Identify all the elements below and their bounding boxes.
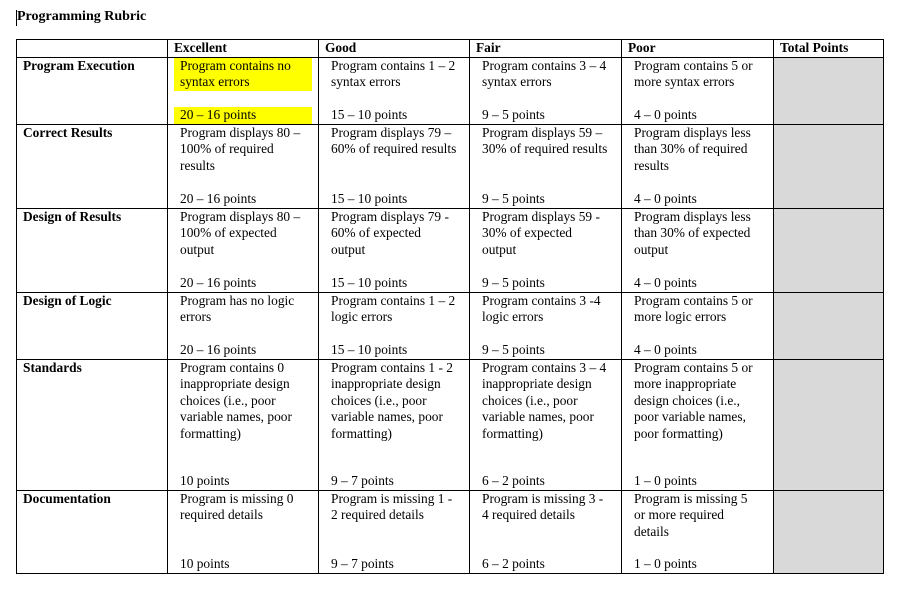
rubric-cell: [622, 490, 774, 573]
cell-points: 6 – 2 points: [482, 556, 545, 571]
cell-description: Program contains 3 – 4 inappropriate design choices (i.e., poor variable names, poor formatting): [482, 359, 607, 441]
cell-points: 9 – 7 points: [331, 556, 394, 571]
cell-description: Program displays 79 - 60% of expected output: [331, 208, 449, 257]
rubric-cell: [470, 490, 622, 573]
cell-description: Program displays 79 – 60% of required results: [331, 124, 457, 156]
header-poor: Poor: [622, 40, 774, 58]
cell-description: Program displays 80 – 100% of required results: [180, 124, 301, 173]
cell-points: 15 – 10 points: [331, 191, 408, 206]
criterion-label: Documentation: [17, 490, 168, 573]
cell-description: Program contains 1 – 2 syntax errors: [331, 57, 456, 89]
cell-description: Program has no logic errors: [180, 292, 295, 324]
criterion-label: Standards: [17, 359, 168, 490]
total-points-cell[interactable]: [774, 359, 884, 490]
cell-description: Program displays less than 30% of required results: [634, 124, 751, 173]
rubric-cell: [319, 359, 470, 490]
cell-description: Program displays 59 - 30% of expected output: [482, 208, 600, 257]
table-row: [17, 292, 884, 359]
rubric-cell: [168, 57, 319, 124]
header-total-points: Total Points: [774, 40, 884, 58]
criterion-label: Program Execution: [17, 57, 168, 124]
total-points-cell[interactable]: [774, 124, 884, 208]
header-blank: [17, 40, 168, 58]
cell-points: 20 – 16 points: [180, 275, 257, 290]
rubric-cell: [622, 359, 774, 490]
total-points-cell[interactable]: [774, 490, 884, 573]
cell-points: 1 – 0 points: [634, 556, 697, 571]
table-row: [17, 490, 884, 573]
cell-description: Program displays less than 30% of expected output: [634, 208, 751, 257]
rubric-cell: [319, 208, 470, 292]
criterion-label: Design of Results: [17, 208, 168, 292]
cell-description: Program contains 1 – 2 logic errors: [331, 292, 456, 324]
cell-points: 9 – 5 points: [482, 275, 545, 290]
table-row: [17, 208, 884, 292]
cell-description: Program contains 5 or more syntax errors: [634, 57, 753, 89]
rubric-cell: [470, 359, 622, 490]
criterion-label: Correct Results: [17, 124, 168, 208]
cell-points: 4 – 0 points: [634, 191, 697, 206]
rubric-cell: [622, 57, 774, 124]
cell-points: 15 – 10 points: [331, 342, 408, 357]
cell-description: Program contains 0 inappropriate design choices (i.e., poor variable names, poor formatting): [180, 359, 292, 441]
rubric-cell: [470, 57, 622, 124]
total-points-cell[interactable]: [774, 208, 884, 292]
rubric-cell: [168, 208, 319, 292]
rubric-cell: [168, 124, 319, 208]
cell-description: Program displays 59 – 30% of required results: [482, 124, 608, 156]
table-row: [17, 359, 884, 490]
table-row: [17, 57, 884, 124]
cell-description: Program is missing 0 required details: [180, 490, 294, 522]
rubric-cell: [319, 124, 470, 208]
cell-points: 20 – 16 points: [180, 342, 257, 357]
rubric-table: [16, 39, 884, 574]
rubric-cell: [622, 208, 774, 292]
header-fair: Fair: [470, 40, 622, 58]
cell-points: 6 – 2 points: [482, 473, 545, 488]
cell-points: 4 – 0 points: [634, 107, 697, 122]
rubric-cell: [470, 208, 622, 292]
cell-description: Program displays 80 – 100% of expected output: [180, 208, 301, 257]
cell-description: Program is missing 1 - 2 required details: [331, 490, 453, 522]
rubric-cell: [319, 57, 470, 124]
cell-description: Program contains 3 – 4 syntax errors: [482, 57, 607, 89]
cell-points: 10 points: [180, 473, 230, 488]
header-row: [17, 40, 884, 58]
cell-points: 4 – 0 points: [634, 275, 697, 290]
cell-description: Program is missing 3 - 4 required details: [482, 490, 604, 522]
rubric-cell: [470, 292, 622, 359]
table-row: [17, 124, 884, 208]
page-title: Programming Rubric: [17, 9, 147, 24]
rubric-cell: [319, 490, 470, 573]
cell-points: 20 – 16 points: [180, 191, 257, 206]
rubric-cell: [622, 292, 774, 359]
cell-points: 15 – 10 points: [331, 275, 408, 290]
cell-description: Program contains 3 -4 logic errors: [482, 292, 601, 324]
rubric-cell: [168, 292, 319, 359]
total-points-cell[interactable]: [774, 57, 884, 124]
cell-points: 9 – 5 points: [482, 342, 545, 357]
cell-description: Program contains no syntax errors: [174, 58, 312, 91]
header-excellent: Excellent: [168, 40, 319, 58]
header-good: Good: [319, 40, 470, 58]
rubric-cell: [622, 124, 774, 208]
cell-points: 9 – 7 points: [331, 473, 394, 488]
cell-points: 10 points: [180, 556, 230, 571]
cell-description: Program contains 5 or more logic errors: [634, 292, 753, 324]
cell-points: 15 – 10 points: [331, 107, 408, 122]
cell-description: Program contains 5 or more inappropriate design choices (i.e., poor variable names, poor formatting): [634, 359, 753, 441]
cell-points: 20 – 16 points: [174, 107, 312, 124]
rubric-cell: [470, 124, 622, 208]
cell-points: 9 – 5 points: [482, 191, 545, 206]
cell-points: 4 – 0 points: [634, 342, 697, 357]
cell-description: Program is missing 5 or more required details: [634, 490, 748, 539]
cell-points: 9 – 5 points: [482, 107, 545, 122]
rubric-cell: [168, 359, 319, 490]
rubric-cell: [319, 292, 470, 359]
cell-points: 1 – 0 points: [634, 473, 697, 488]
rubric-cell: [168, 490, 319, 573]
total-points-cell[interactable]: [774, 292, 884, 359]
criterion-label: Design of Logic: [17, 292, 168, 359]
cell-description: Program contains 1 - 2 inappropriate design choices (i.e., poor variable names, poor formatting): [331, 359, 453, 441]
